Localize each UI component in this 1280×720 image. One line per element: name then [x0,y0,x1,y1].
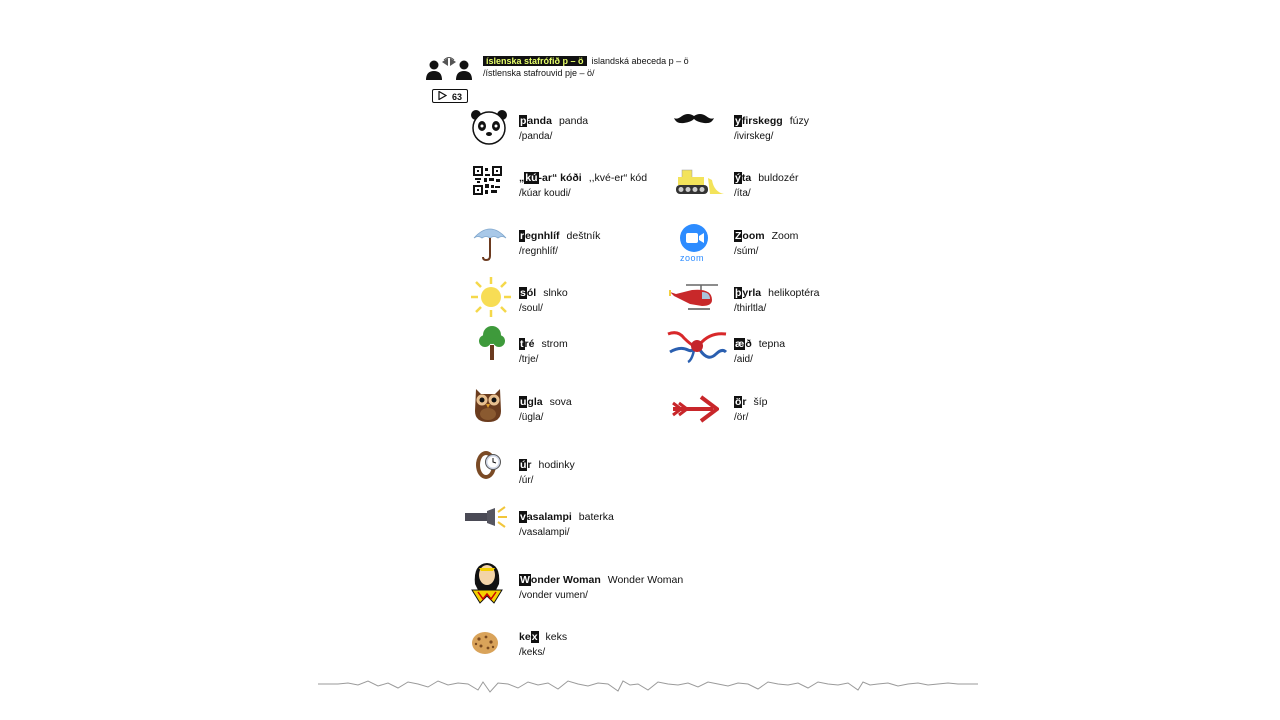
pronunciation: /vasalampi/ [519,527,570,538]
wonder-woman-icon [470,560,504,604]
initial-letter: p [520,115,527,127]
entry-bulldozer [734,168,798,199]
initial-letter: v [520,511,526,523]
pronunciation: /ör/ [734,412,749,423]
word-rest: yrla [742,287,762,299]
word-rest: oom [742,230,765,242]
word-rest: -ar“ kóði [538,172,582,184]
initial-letter: ú [520,459,527,471]
pronunciation: /trje/ [519,354,539,365]
translation: panda [558,115,589,127]
initial-letter: þ [735,287,742,299]
pronunciation: /thirltla/ [734,303,767,314]
pronunciation: /kúar koudi/ [519,188,571,199]
initial-letter: æ [735,338,745,350]
word-rest: r [527,459,532,471]
initial-letter: x [531,631,538,643]
play-button[interactable] [432,89,468,103]
translation: Zoom [771,230,799,242]
translation: šíp [753,396,768,408]
watch-icon [474,448,508,482]
initial-letter: ý [735,172,741,184]
translation: slnko [543,287,568,299]
word-prefix: „ [519,172,525,184]
play-count: 63 [452,92,463,102]
audio-waveform[interactable] [318,672,978,696]
initial-letter: W [520,574,530,586]
translation: strom [541,338,568,350]
flashlight-icon [465,505,509,529]
umbrella-icon [472,224,508,262]
entry-sun [519,283,568,314]
title-highlight: íslenska stafrófið p – ö [483,56,587,66]
tree-icon [478,325,506,361]
entry-watch [519,455,575,486]
initial-letter: u [520,396,527,408]
translation: baterka [578,511,614,523]
word-rest: ð [745,338,752,350]
translation: helikoptéra [768,287,820,299]
pronunciation: /ügla/ [519,412,544,423]
bulldozer-icon [674,166,726,196]
initial-letter: ö [735,396,742,408]
pronunciation: /vonder vumen/ [519,590,588,601]
mustache-icon [674,112,714,126]
pronunciation: /súm/ [734,246,759,257]
entry-zoom [734,226,798,257]
pronunciation: /keks/ [519,647,546,658]
helicopter-icon [668,282,720,312]
page-title [483,56,689,66]
word-rest: asalampi [526,511,572,523]
pronunciation: /soul/ [519,303,543,314]
entry-artery [734,334,785,365]
translation: tepna [758,338,786,350]
initial-letter: kú [525,172,538,184]
pronunciation: /aid/ [734,354,753,365]
qr-code-icon [473,166,502,195]
pronunciation: /ivirskeg/ [734,131,774,142]
zoom-logo-text: zoom [680,253,705,263]
word-rest: gla [527,396,543,408]
translation: hodinky [538,459,575,471]
pronunciation: /regnhlíf/ [519,246,558,257]
entry-cookie [519,627,567,658]
word-rest: anda [527,115,552,127]
title-pronunciation: /ístlenska stafrouvid pje – ö/ [483,68,595,78]
zoom-logo-icon [678,223,712,253]
pronunciation: /íta/ [734,188,751,199]
entry-panda [519,111,588,142]
cookie-icon [471,631,499,655]
translation: buldozér [758,172,799,184]
entry-mustache [734,111,809,142]
translation: deštník [566,230,601,242]
translation: fúzy [789,115,809,127]
initial-letter: t [520,338,524,350]
word-rest: ré [524,338,535,350]
entry-arrow [734,392,768,423]
entry-qr-code [519,168,647,199]
artery-icon [666,328,728,364]
word-prefix: ke [519,631,531,643]
word-rest: ta [741,172,752,184]
arrow-icon [671,395,719,423]
pronunciation: /úr/ [519,475,534,486]
sun-icon [470,276,512,318]
owl-icon [471,385,505,423]
translation: ,,kvé-er“ kód [588,172,648,184]
play-icon [438,91,447,100]
entry-tree [519,334,568,365]
people-reading-icon [424,56,474,82]
word-rest: onder Woman [530,574,601,586]
initial-letter: y [735,115,741,127]
panda-icon [470,109,508,145]
translation: sova [549,396,572,408]
initial-letter: s [520,287,526,299]
translation: keks [545,631,568,643]
title-translation: islandská abeceda p – ö [591,56,689,66]
entry-umbrella [519,226,600,257]
entry-owl [519,392,572,423]
entry-flashlight [519,507,614,538]
initial-letter: r [520,230,525,242]
entry-helicopter [734,283,819,314]
word-rest: egnhlíf [525,230,560,242]
entry-wonder-woman [519,570,683,601]
translation: Wonder Woman [607,574,684,586]
initial-letter: Z [735,230,742,242]
pronunciation: /panda/ [519,131,553,142]
word-rest: firskegg [741,115,783,127]
word-rest: ól [526,287,537,299]
word-rest: r [742,396,747,408]
